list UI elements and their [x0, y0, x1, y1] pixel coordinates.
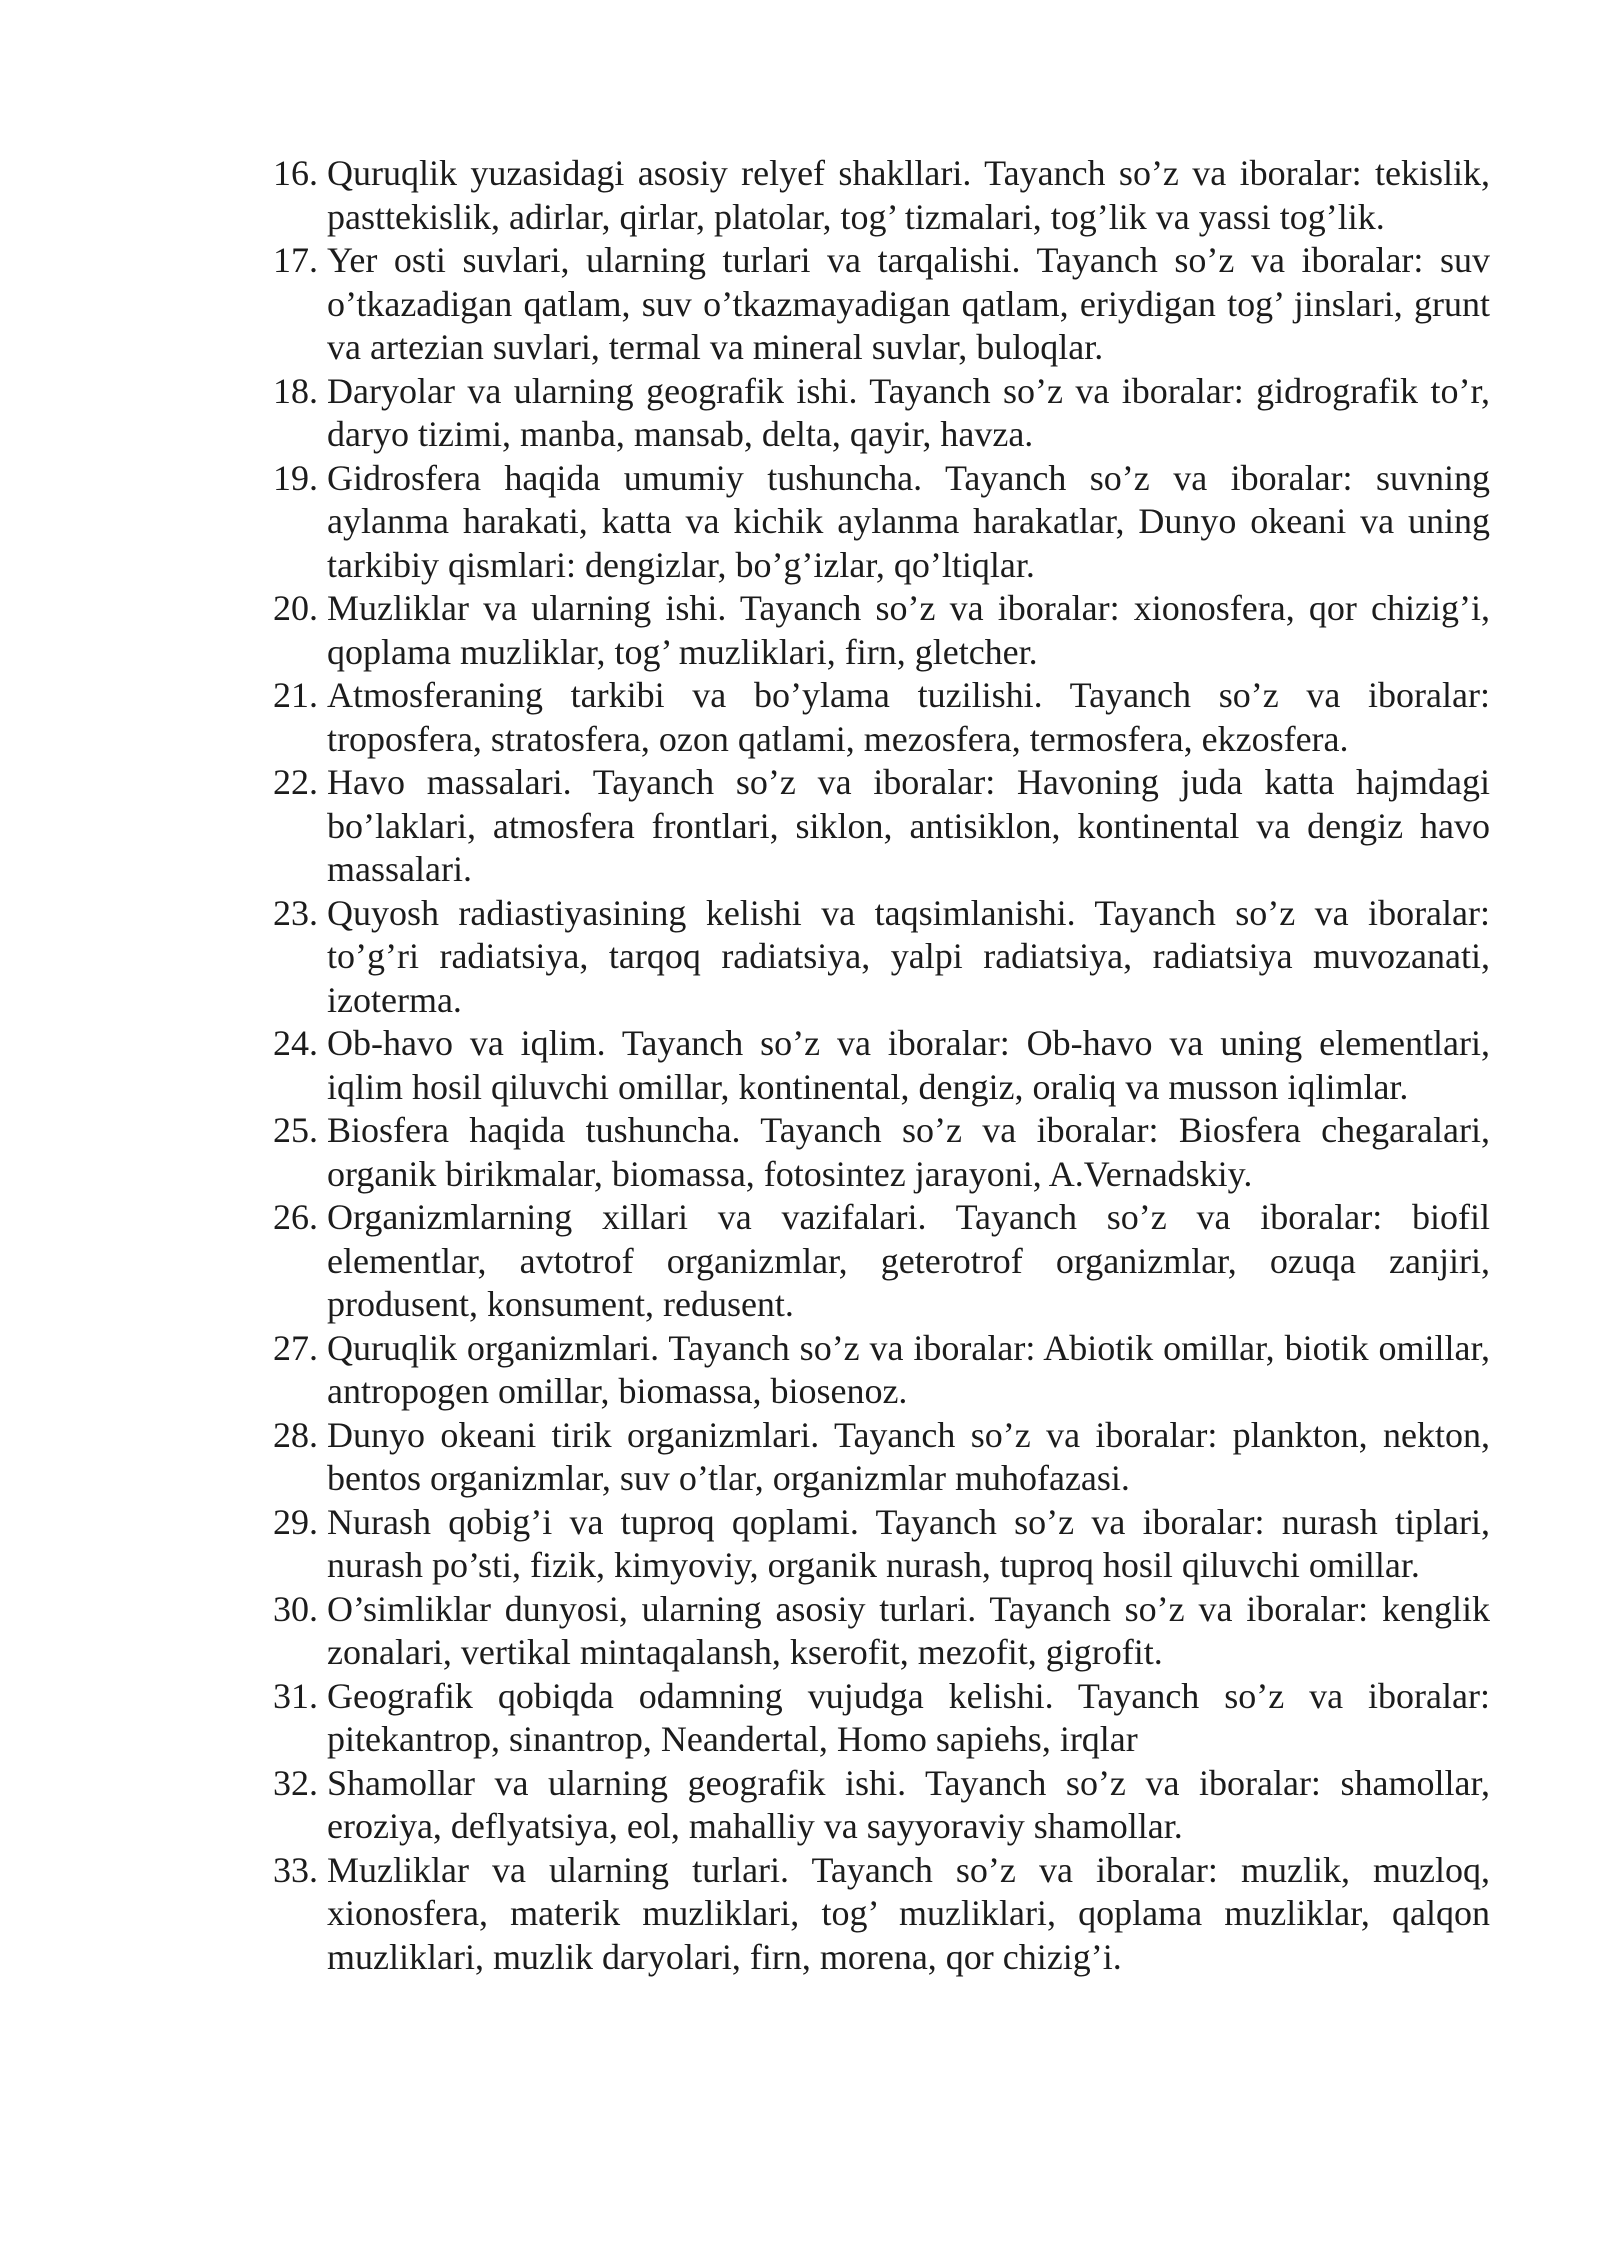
item-text: Atmosferaning tarkibi va bo’ylama tuzilishi. Tayanch so’z va iboralar: troposfera, stratosfera, ozon qatlami, mezosfera, termosfera, ekzosfera.	[327, 675, 1490, 759]
item-text: Yer osti suvlari, ularning turlari va tarqalishi. Tayanch so’z va iboralar: suv o’tkazadigan qatlam, suv o’tkazmayadigan qatlam, eriydigan tog’ jinslari, grunt va artezian suvlari, termal va mineral suvlar, buloqlar.	[327, 240, 1490, 367]
list-item	[273, 152, 1490, 239]
item-number: 26.	[273, 1197, 318, 1237]
item-text: Geografik qobiqda odamning vujudga kelishi. Tayanch so’z va iboralar: pitekantrop, sinantrop, Neandertal, Homo sapiehs, irqlar	[327, 1675, 1490, 1759]
list-item	[273, 1022, 1490, 1109]
item-number: 18.	[273, 370, 318, 411]
item-number: 25.	[273, 1110, 318, 1150]
item-number: 16.	[273, 153, 318, 193]
item-number: 22.	[273, 762, 318, 802]
item-number: 21.	[273, 675, 318, 715]
list-item	[273, 1588, 1490, 1675]
item-number: 32.	[273, 1762, 318, 1803]
item-number: 29.	[273, 1501, 318, 1542]
list-item	[273, 1849, 1490, 1980]
item-text: Muzliklar va ularning ishi. Tayanch so’z va iboralar: xionosfera, qor chizig’i, qoplama muzliklar, tog’ muzliklari, firn, gletcher.	[327, 588, 1490, 672]
list-item	[273, 1414, 1490, 1501]
item-text: Quruqlik organizmlari. Tayanch so’z va iboralar: Abiotik omillar, biotik omillar, antropogen omillar, biomassa, biosenoz.	[327, 1327, 1490, 1411]
list-item	[273, 761, 1490, 892]
item-number: 31.	[273, 1675, 318, 1716]
item-text: Biosfera haqida tushuncha. Tayanch so’z va iboralar: Biosfera chegaralari, organik birikmalar, biomassa, fotosintez jarayoni, A.Vernadskiy.	[327, 1110, 1490, 1194]
topic-list	[273, 152, 1490, 1979]
item-number: 17.	[273, 240, 318, 280]
list-item	[273, 1327, 1490, 1414]
item-number: 24.	[273, 1023, 318, 1063]
item-text: Ob-havo va iqlim. Tayanch so’z va iboralar: Ob-havo va uning elementlari, iqlim hosil qiluvchi omillar, kontinental, dengiz, oraliq va musson iqlimlar.	[327, 1023, 1490, 1107]
item-text: Organizmlarning xillari va vazifalari. Tayanch so’z va iboralar: biofil elementlar, avtotrof organizmlar, geterotrof organizmlar, ozuqa zanjiri, produsent, konsument, redusent.	[327, 1197, 1490, 1324]
list-item	[273, 370, 1490, 457]
item-text: Quruqlik yuzasidagi asosiy relyef shakllari. Tayanch so’z va iboralar: tekislik, pasttekislik, adirlar, qirlar, platolar, tog’ tizmalari, tog’lik va yassi tog’lik.	[327, 153, 1490, 237]
list-item	[273, 1762, 1490, 1849]
item-text: Shamollar va ularning geografik ishi. Tayanch so’z va iboralar: shamollar, eroziya, deflyatsiya, eol, mahalliy va sayyoraviy shamollar.	[327, 1762, 1490, 1846]
list-item	[273, 674, 1490, 761]
item-text: Daryolar va ularning geografik ishi. Tayanch so’z va iboralar: gidrografik to’r, daryo tizimi, manba, mansab, delta, qayir, havza.	[327, 370, 1490, 454]
item-number: 28.	[273, 1414, 318, 1455]
list-item	[273, 1675, 1490, 1762]
list-item	[273, 587, 1490, 674]
item-number: 27.	[273, 1327, 318, 1368]
item-text: Quyosh radiastiyasining kelishi va taqsimlanishi. Tayanch so’z va iboralar: to’g’ri radiatsiya, tarqoq radiatsiya, yalpi radiatsiya, radiatsiya muvozanati, izoterma.	[327, 892, 1490, 1020]
item-number: 19.	[273, 457, 318, 498]
list-item	[273, 1109, 1490, 1196]
item-number: 23.	[273, 892, 318, 933]
item-text: Havo massalari. Tayanch so’z va iboralar: Havoning juda katta hajmdagi bo’laklari, atmosfera frontlari, siklon, antisiklon, kontinental va dengiz havo massalari.	[327, 762, 1490, 889]
list-item	[273, 457, 1490, 588]
item-number: 33.	[273, 1849, 318, 1890]
item-text: Muzliklar va ularning turlari. Tayanch so’z va iboralar: muzlik, muzloq, xionosfera, materik muzliklari, tog’ muzliklari, qoplama muzliklar, qalqon muzliklari, muzlik daryolari, firn, morena, qor chizig’i.	[327, 1849, 1490, 1977]
item-number: 30.	[273, 1588, 318, 1629]
list-item	[273, 1196, 1490, 1327]
list-item	[273, 1501, 1490, 1588]
item-text: Gidrosfera haqida umumiy tushuncha. Tayanch so’z va iboralar: suvning aylanma harakati, katta va kichik aylanma harakatlar, Dunyo okeani va uning tarkibiy qismlari: dengizlar, bo’g’izlar, qo’ltiqlar.	[327, 457, 1490, 585]
list-item	[273, 239, 1490, 370]
item-text: Dunyo okeani tirik organizmlari. Tayanch so’z va iboralar: plankton, nekton, bentos organizmlar, suv o’tlar, organizmlar muhofazasi.	[327, 1414, 1490, 1498]
item-number: 20.	[273, 588, 318, 628]
item-text: O’simliklar dunyosi, ularning asosiy turlari. Tayanch so’z va iboralar: kenglik zonalari, vertikal mintaqalansh, kserofit, mezofit, gigrofit.	[327, 1588, 1490, 1672]
item-text: Nurash qobig’i va tuproq qoplami. Tayanch so’z va iboralar: nurash tiplari, nurash po’sti, fizik, kimyoviy, organik nurash, tuproq hosil qiluvchi omillar.	[327, 1501, 1490, 1585]
list-item	[273, 892, 1490, 1023]
